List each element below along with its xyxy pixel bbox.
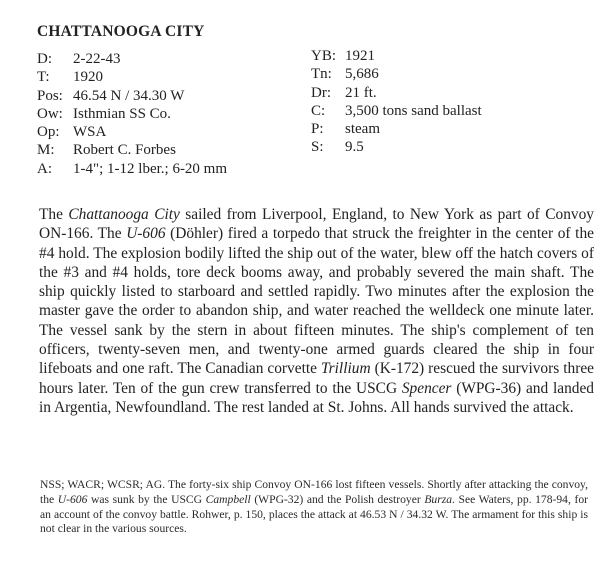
fact-value: 1-4"; 1-12 lber.; 6-20 mm: [73, 160, 228, 177]
text-run: was sunk by the USCG: [87, 492, 206, 506]
fact-value: Isthmian SS Co.: [73, 105, 171, 122]
facts-left-column: [37, 50, 227, 178]
fact-tonnage: [311, 65, 482, 83]
fact-value: Robert C. Forbes: [73, 142, 176, 159]
fact-cargo: [311, 102, 482, 120]
cutter-name: Spencer: [401, 379, 452, 397]
fact-position: [37, 87, 227, 105]
fact-value: 21 ft.: [345, 84, 377, 101]
text-run: . See Waters, pp. 178-94, for an account of the convoy battle. Rohwer, p. 150, places the attack at 46.53 N / 34.32 W. The armament for this ship is not clear in the various sources.: [40, 492, 588, 536]
source-notes: [40, 478, 588, 537]
fact-propulsion: [311, 120, 482, 138]
fact-value: 1920: [73, 69, 103, 86]
fact-label: T:: [37, 69, 50, 86]
ship-title: CHATTANOOGA CITY: [37, 23, 205, 40]
ship-name: Chattanooga City: [68, 206, 180, 223]
text-run: (Döhler) fired a torpedo that struck the freighter in the center of the #4 hold. The explosion bodily lifted the ship out of the water, blew off the hatch covers of the #3 and #4 holds, tore deck booms away, and probably severed the main shaft. The ship quickly listed to starboard and settled rapidly. Two minutes after the explosion the master gave the order to abandon ship, and water reached the welldeck one minute later. The vessel sank by the stern in about fifteen minutes. The ship's complement of ten officers, twenty-seven men, and twenty-one armed guards cleared the ship in four lifeboats and one raft. The Canadian corvette: [39, 225, 594, 378]
fact-label: P:: [311, 121, 324, 138]
fact-label: A:: [37, 160, 52, 177]
fact-label: Dr:: [311, 84, 331, 101]
fact-speed: [311, 138, 482, 156]
fact-armament: [37, 160, 227, 178]
fact-label: C:: [311, 102, 326, 119]
fact-value: 9.5: [345, 139, 364, 156]
fact-operator: [37, 123, 227, 141]
notes-paragraph: [40, 478, 588, 537]
fact-value: 1921: [345, 48, 375, 64]
cutter-name: Campbell: [205, 492, 251, 506]
text-run: sailed from Liverpool, England, to New York as part of Convoy ON-166. The: [39, 206, 594, 243]
fact-draft: [311, 84, 482, 102]
fact-value: 2-22-43: [73, 51, 121, 67]
fact-owner: [37, 105, 227, 123]
text-run: (WPG-36) and landed in Argentia, Newfoundland. The rest landed at St. Johns. All hands survived the attack.: [39, 379, 594, 416]
fact-label: Ow:: [37, 105, 63, 122]
uboat-name: U-606: [126, 225, 166, 243]
fact-label: Op:: [37, 124, 60, 141]
fact-value: 3,500 tons sand ballast: [345, 102, 482, 119]
narrative-text: [39, 205, 594, 417]
facts-right-column: [311, 47, 482, 157]
fact-value: steam: [345, 121, 380, 138]
fact-label: YB:: [311, 48, 337, 64]
fact-label: Pos:: [37, 87, 63, 104]
fact-value: 5,686: [345, 66, 379, 83]
uboat-name: U-606: [57, 492, 88, 506]
text-run: The: [39, 206, 69, 223]
destroyer-name: Burza: [424, 492, 453, 506]
fact-master: [37, 141, 227, 159]
fact-label: D:: [37, 51, 52, 67]
fact-value: WSA: [73, 124, 107, 141]
narrative-paragraph: [39, 205, 594, 417]
fact-label: S:: [311, 139, 324, 156]
fact-year-built: [311, 47, 482, 65]
text-run: (WPG-32) and the Polish destroyer: [250, 492, 425, 506]
text-run: (K-172) rescued the survivors three hours later. Ten of the gun crew transferred to the USCG: [39, 360, 594, 397]
corvette-name: Trillium: [320, 360, 371, 378]
fact-label: M:: [37, 142, 55, 159]
fact-label: Tn:: [311, 66, 332, 83]
text-run: NSS; WACR; WCSR; AG. The forty-six ship Convoy ON-166 lost fifteen vessels. Shortly after attacking the convoy, the: [40, 478, 588, 506]
fact-time: [37, 68, 227, 86]
fact-date: [37, 50, 227, 68]
fact-value: 46.54 N / 34.30 W: [73, 87, 185, 104]
